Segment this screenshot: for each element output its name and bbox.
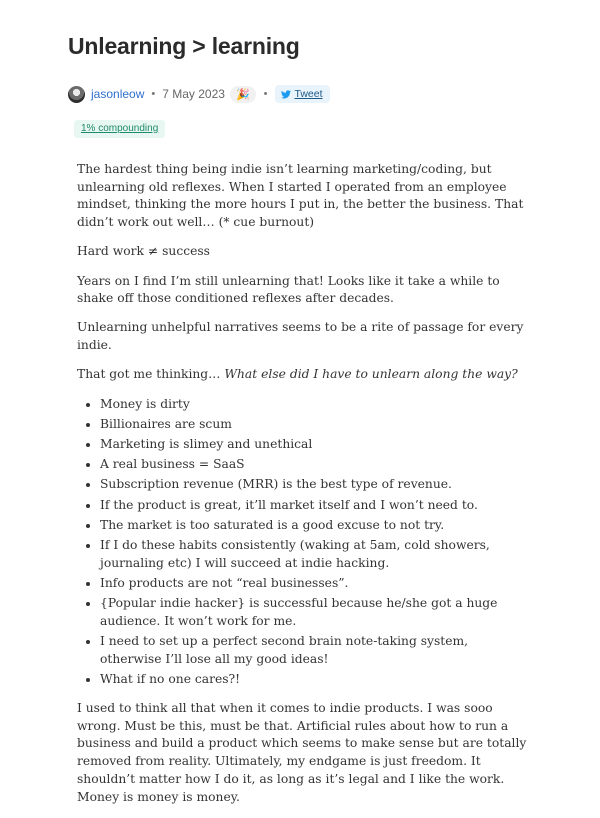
party-popper-icon: 🎉 — [235, 88, 250, 101]
list-item: • Info products are not “real businesses”. — [100, 575, 532, 593]
twitter-bird-icon — [281, 90, 291, 99]
list-item: • {Popular indie hacker} is successful because he/she got a huge audience. It won’t work for me. — [100, 595, 532, 630]
author-link[interactable]: jasonleow — [91, 87, 145, 101]
beliefs-list — [77, 396, 532, 689]
meta-separator-2: • — [263, 88, 268, 100]
post-title: Unlearning > learning — [68, 33, 300, 59]
list-item: • The market is too saturated is a good excuse to not try. — [100, 517, 532, 535]
paragraph: Unlearning unhelpful narratives seems to be a rite of passage for every indie. — [77, 320, 524, 353]
list-item: • A real business = SaaS — [100, 456, 532, 474]
list-item: • If I do these habits consistently (waking at 5am, cold showers, journaling etc) I will succeed at indie hacking. — [100, 537, 532, 572]
author-avatar[interactable] — [68, 86, 85, 103]
reaction-button[interactable] — [230, 86, 256, 103]
paragraph — [77, 366, 532, 384]
paragraph: Hard work ≠ success — [77, 244, 210, 259]
post-meta — [68, 84, 330, 104]
list-item: • Money is dirty — [100, 396, 532, 414]
list-item: • What if no one cares?! — [100, 671, 532, 689]
paragraph: Years on I find I’m still unlearning that! Looks like it take a while to shake off those conditioned reflexes after decades. — [77, 273, 500, 306]
list-item: • I need to set up a perfect second brain note-taking system, otherwise I’ll lose all my good ideas! — [100, 633, 532, 668]
meta-separator: • — [151, 88, 156, 100]
list-item: • If the product is great, it’ll market itself and I won’t need to. — [100, 497, 532, 515]
tweet-button[interactable] — [275, 85, 330, 103]
tweet-label: Tweet — [294, 88, 323, 100]
post-date: 7 May 2023 — [162, 87, 225, 101]
paragraph-emphasis: What else did I have to unlearn along the way? — [224, 367, 518, 382]
list-item: • Billionaires are scum — [100, 416, 532, 434]
post-body — [77, 161, 532, 818]
tag-badge[interactable]: 1% compounding — [74, 120, 165, 138]
paragraph: The hardest thing being indie isn’t learning marketing/coding, but unlearning old reflexes. When I started I operated from an employee mindset, thinking the more hours I put in, the better the business. That didn’t work out well… (* cue burnout) — [77, 162, 524, 230]
paragraph-text: That got me thinking… — [77, 367, 225, 382]
list-item: • Marketing is slimey and unethical — [100, 436, 532, 454]
paragraph: I used to think all that when it comes to indie products. I was sooo wrong. Must be this, must be that. Artificial rules about how to run a business and build a product which seems to make sense but are totally removed from reality. Ultimately, my endgame is just freedom. It shouldn’t matter how I do it, as long as it’s legal and I like the work. Money is money is money. — [77, 701, 527, 804]
list-item: • Subscription revenue (MRR) is the best type of revenue. — [100, 476, 532, 494]
